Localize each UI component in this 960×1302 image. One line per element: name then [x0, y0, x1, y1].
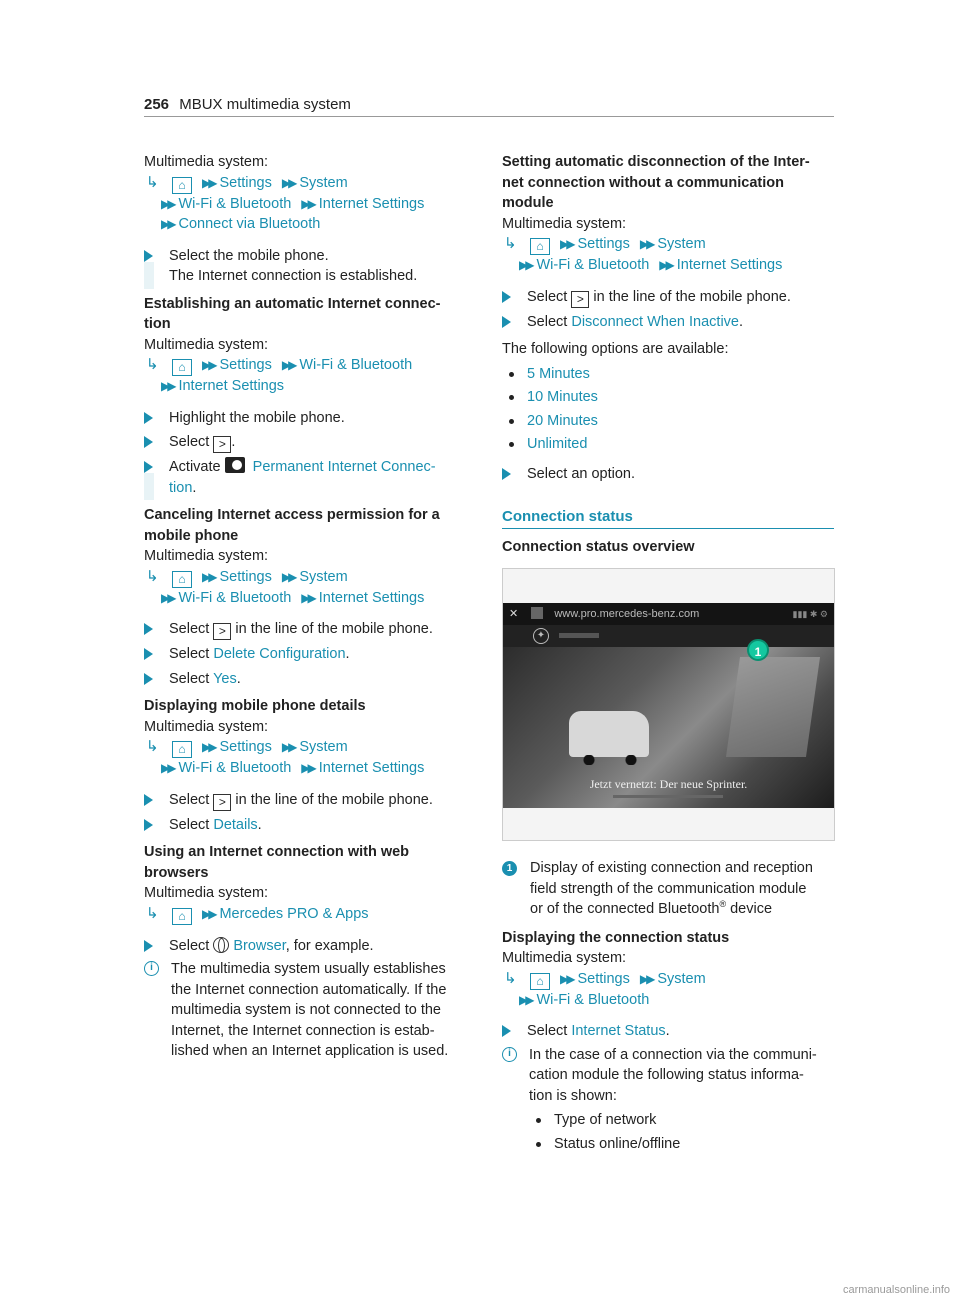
nav-label: Multimedia system:	[144, 154, 269, 170]
list-item: Type of network	[529, 1110, 834, 1131]
step-arrow-icon	[144, 819, 153, 831]
info-note: i The multimedia system usually establishes the Internet connection automatically. If the multimedia system is not connected to the Internet, the Internet connection is estab- lished when an Internet application is used.	[144, 959, 474, 1062]
return-arrow-icon: ↳	[146, 356, 159, 373]
home-icon: ⌂	[530, 238, 550, 255]
nav-path-1: ↳ ⌂ ▶▶ Settings ▶▶ System	[146, 173, 348, 192]
chevron-icon: ▶▶	[202, 740, 215, 754]
tab-icon	[531, 607, 543, 619]
home-icon: ⌂	[172, 177, 192, 194]
head-unit-screen	[503, 603, 834, 808]
home-icon: ⌂	[172, 908, 192, 925]
step: Select the mobile phone. The Internet connection is established.	[144, 246, 474, 287]
subsection-title: Connection status overview	[502, 539, 695, 555]
step-arrow-icon	[144, 673, 153, 685]
chevron-icon: ▶▶	[161, 590, 174, 605]
chevron-icon: ▶▶	[161, 196, 174, 211]
list-item: Status online/offline	[529, 1134, 834, 1155]
return-arrow-icon: ↳	[146, 904, 159, 922]
step: Select > .	[144, 432, 474, 453]
browser-bar	[503, 603, 834, 625]
home-icon: ⌂	[172, 571, 192, 588]
step-arrow-icon	[144, 648, 153, 660]
step-arrow-icon	[502, 316, 511, 328]
status-icons: ▮▮▮ ✱ ⚙	[792, 609, 828, 619]
step-arrow-icon	[144, 412, 153, 424]
mercedes-star-icon: ✦	[533, 628, 549, 644]
right-column-lower: 1 Display of existing connection and reception field strength of the communication module or of the connected Bluetooth® device Displaying the connection status Multimedia system: ↳ ⌂ ▶▶ Settings ▶▶ System ▶▶ Wi-Fi & Bluetooth Select Internet Status. i In the case of a connection via the communi- cation module the following status informa- tion is shown: Type of network Status online/offline	[502, 858, 834, 1154]
chevron-right-icon: >	[213, 794, 231, 811]
step: Select Browser, for example.	[144, 936, 474, 957]
return-arrow-icon: ↳	[146, 567, 159, 585]
sprinter-photo	[503, 647, 834, 808]
right-column: Setting automatic disconnection of the Inter- net connection without a communication module Multimedia system: ↳ ⌂ ▶▶ Settings ▶▶ System ▶▶ Wi-Fi & Bluetooth ▶▶ Internet Settings Select > in the line of the mobile phone. Select Disconnect When Inactive. The following options are available: 5 Minutes 10 Minutes 20 Minutes Unlimited Select an option.	[502, 152, 834, 484]
chevron-icon: ▶▶	[202, 569, 215, 584]
chevron-icon: ▶▶	[161, 761, 174, 775]
step-arrow-icon	[502, 468, 511, 480]
url-text: www.pro.mercedes-benz.com	[554, 608, 700, 620]
chevron-icon: ▶▶	[161, 217, 174, 231]
step: Select Delete Configuration.	[144, 644, 474, 665]
chevron-icon: ▶▶	[659, 258, 672, 272]
toggle-icon	[225, 457, 245, 473]
step: Select > in the line of the mobile phone.	[502, 287, 834, 308]
chevron-icon: ▶▶	[281, 569, 295, 584]
legend-number: 1	[502, 861, 517, 876]
list-item: 20 Minutes	[502, 411, 834, 432]
chevron-icon: ▶▶	[639, 237, 653, 251]
step: Select > in the line of the mobile phone.	[144, 790, 474, 811]
section-heading: Displaying mobile phone details	[144, 698, 366, 714]
left-column: Multimedia system: ↳ ⌂ ▶▶ Settings ▶▶ System ▶▶ Wi-Fi & Bluetooth ▶▶ Internet Settings ▶▶ Connect via Bluetooth Select the mobile phone. The Internet connection is established. Establishing an automatic Internet connec- tion Multimedia system: ↳ ⌂ ▶▶ Settings ▶▶ Wi-Fi & Bluetooth ▶▶ Internet Settings Highlight the mobile phone. Select > . Activate Permanent Internet Connec- tion. Canceling Internet access permission for a mobile phone Multimedia system: ↳ ⌂ ▶▶ Settings ▶▶ System ▶▶ Wi-Fi & Bluetooth ▶▶ Internet Settings Select > in the line of the mobile phone. Select Delete Configuration. Select Yes. Displaying mobile phone details Multimedia system: ↳ ⌂ ▶▶ Settings ▶▶ System ▶▶ Wi-Fi & Bluetooth ▶▶ Internet Settings Select > in the line of the mobile phone. Select Details. Using an Internet connection with web browsers Multimedia system: ↳ ⌂ ▶▶ Mercedes PRO & Apps Select Browser, for example. i The multimedia system usually establishes the Internet connection automatically. If the multimedia system is not connected to the Internet, the Internet connection is estab- lished when an Internet application is used.	[144, 152, 474, 1062]
return-arrow-icon: ↳	[504, 969, 517, 987]
chevron-icon: ▶▶	[281, 740, 295, 754]
info-note: i In the case of a connection via the communi- cation module the following status informa- tion is shown: Type of network Status online/offline	[502, 1045, 834, 1155]
chevron-right-icon: >	[213, 623, 231, 640]
section-heading: Establishing an automatic Internet connec-	[144, 295, 441, 312]
screen-caption: Jetzt vernetzt: Der neue Sprinter.	[589, 777, 748, 791]
step: Select > in the line of the mobile phone.	[144, 619, 474, 640]
chevron-icon: ▶▶	[301, 761, 314, 775]
chevron-icon: ▶▶	[301, 590, 314, 605]
options-list	[502, 364, 834, 455]
browser-globe-icon	[213, 937, 229, 953]
chevron-icon: ▶▶	[202, 358, 215, 372]
van-image	[569, 711, 649, 757]
step: Select Internet Status.	[502, 1021, 834, 1042]
step: Select Details.	[144, 815, 474, 836]
step-arrow-icon	[144, 250, 153, 262]
info-icon: i	[144, 961, 159, 976]
home-icon: ⌂	[172, 741, 192, 758]
chevron-right-icon: >	[213, 436, 231, 453]
section-heading: Displaying the connection status	[502, 929, 730, 946]
section-title: Connection status	[502, 507, 834, 529]
page-header	[144, 95, 834, 117]
step: Select Yes.	[144, 669, 474, 690]
step-arrow-icon	[144, 461, 153, 473]
chevron-right-icon: >	[571, 291, 589, 308]
chevron-icon: ▶▶	[281, 175, 295, 190]
screenshot-figure	[502, 568, 835, 841]
chevron-icon: ▶▶	[519, 258, 532, 272]
chevron-icon: ▶▶	[281, 358, 295, 372]
list-item: 10 Minutes	[502, 387, 834, 408]
list-item: Unlimited	[502, 434, 834, 455]
return-arrow-icon: ↳	[146, 738, 159, 755]
close-icon: ✕	[509, 608, 519, 620]
home-icon: ⌂	[530, 973, 550, 990]
callout-marker: 1	[747, 639, 769, 661]
home-icon: ⌂	[172, 359, 192, 376]
step: Highlight the mobile phone.	[144, 408, 474, 429]
chevron-icon: ▶▶	[560, 971, 573, 986]
page-number: 256	[144, 96, 170, 113]
legend: 1 Display of existing connection and reception field strength of the communication module or of the connected Bluetooth® device	[502, 858, 834, 920]
step-arrow-icon	[144, 436, 153, 448]
chevron-icon: ▶▶	[519, 992, 532, 1007]
footer-watermark: carmanualsonline.info	[842, 1284, 950, 1296]
step-arrow-icon	[144, 794, 153, 806]
return-arrow-icon: ↳	[146, 173, 159, 191]
step: Select an option.	[502, 464, 834, 485]
step-arrow-icon	[144, 623, 153, 635]
step: Select Disconnect When Inactive.	[502, 312, 834, 333]
chevron-icon: ▶▶	[560, 237, 573, 251]
step-arrow-icon	[144, 940, 153, 952]
step-arrow-icon	[502, 291, 511, 303]
return-arrow-icon: ↳	[504, 235, 517, 252]
section-heading: Using an Internet connection with web	[144, 844, 410, 860]
site-header	[503, 625, 834, 647]
step: Activate Permanent Internet Connec- tion.	[144, 457, 474, 498]
chevron-icon: ▶▶	[639, 971, 653, 986]
section-heading: Setting automatic disconnection of the Inter-	[502, 154, 810, 170]
chevron-icon: ▶▶	[301, 196, 314, 211]
chevron-icon: ▶▶	[202, 906, 215, 921]
list-item: 5 Minutes	[502, 364, 834, 385]
step-arrow-icon	[502, 1025, 511, 1037]
chevron-icon: ▶▶	[202, 175, 215, 190]
chevron-icon: ▶▶	[161, 379, 174, 393]
section-heading: Canceling Internet access permission for a	[144, 507, 440, 523]
info-icon: i	[502, 1047, 517, 1062]
page-title: MBUX multimedia system	[179, 96, 351, 113]
